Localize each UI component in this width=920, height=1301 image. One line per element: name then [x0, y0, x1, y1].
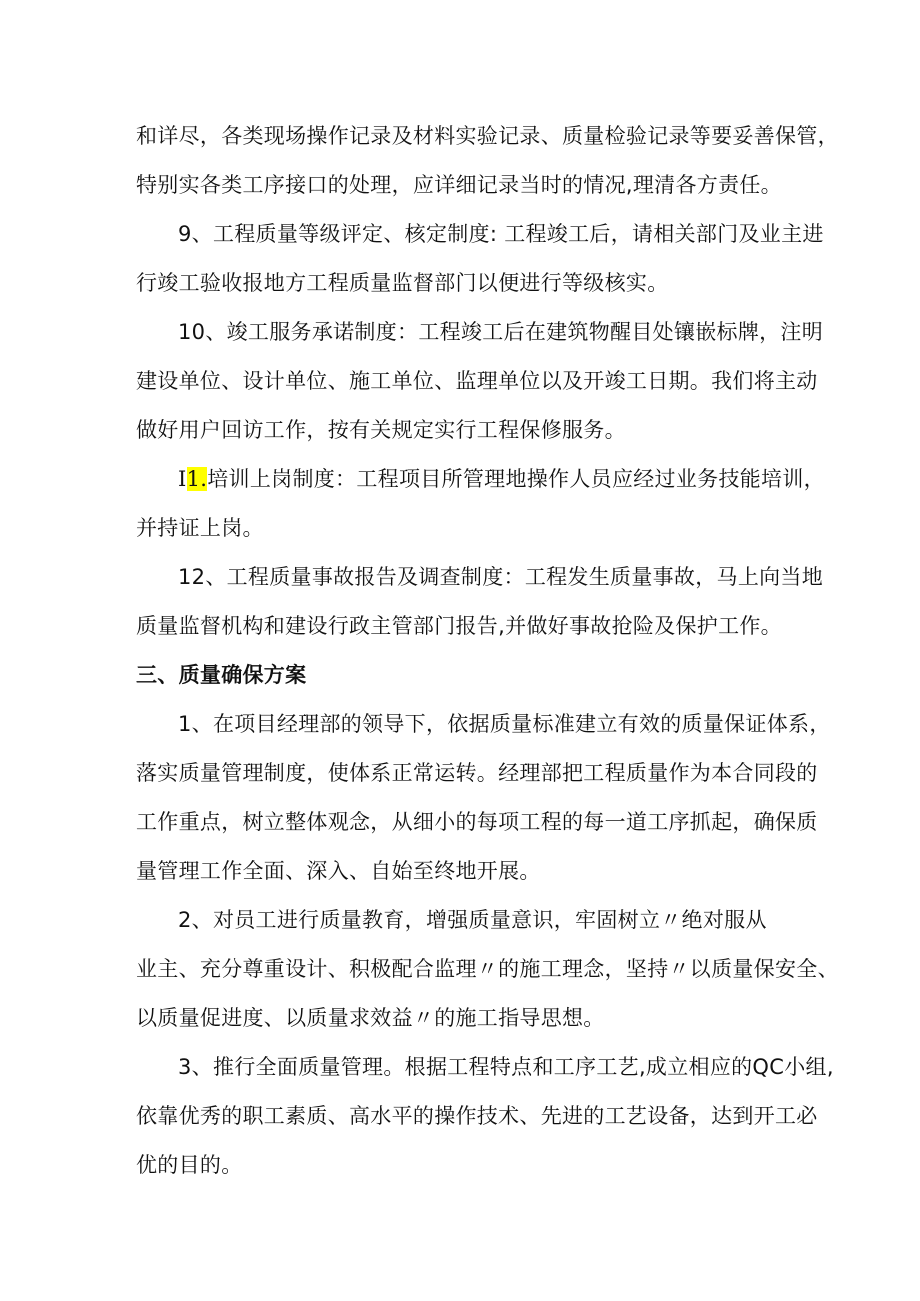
text-line — [136, 455, 825, 504]
text-line: 特别实各类工序接口的处理，应详细记录当时的情况,理清各方责任。 — [136, 173, 782, 197]
document-body — [136, 112, 839, 1190]
text-line: 3、推行全面质量管理。根据工程特点和工序工艺,成立相应的QC小组, — [178, 1055, 834, 1079]
text-line: 10、竣工服务承诺制度：工程竣工后在建筑物醒目处镶嵌标牌，注明 — [178, 320, 824, 344]
text-line: 依靠优秀的职工素质、高水平的操作技术、先进的工艺设备，达到开工必 — [136, 1104, 818, 1128]
text-line: 优的目的。 — [136, 1153, 243, 1177]
text-line: 工作重点，树立整体观念，从细小的每项工程的每一道工序抓起，确保质 — [136, 810, 818, 834]
item-prefix-plain: I — [178, 467, 187, 491]
text-line: 和详尽，各类现场操作记录及材料实验记录、质量检验记录等要妥善保管， — [136, 124, 839, 148]
paragraph-item-10 — [136, 308, 824, 455]
heading-text: 三、质量确保方案 — [136, 663, 307, 687]
text-line: 建设单位、设计单位、施工单位、监理单位以及开竣工日期。我们将主动 — [136, 369, 818, 393]
paragraph-continuation — [136, 112, 839, 210]
item-text: 培训上岗制度：工程项目所管理地操作人员应经过业务技能培训， — [207, 467, 825, 491]
text-line: 行竣工验收报地方工程质量监督部门以便进行等级核实。 — [136, 271, 669, 295]
section-heading — [136, 651, 796, 700]
text-line: 落实质量管理制度，使体系正常运转。经理部把工程质量作为本合同段的 — [136, 761, 818, 785]
text-line: 业主、充分尊重设计、积极配合监理〃的施工理念，坚持〃以质量保安全、 — [136, 957, 839, 981]
text-line: 并持证上岗。 — [136, 516, 264, 540]
paragraph-quality-3 — [136, 1043, 834, 1190]
highlighted-number: 1. — [186, 467, 208, 491]
paragraph-quality-1 — [136, 700, 831, 896]
text-line: 9、工程质量等级评定、核定制度: 工程竣工后，请相关部门及业主进 — [178, 222, 824, 246]
text-line: 做好用户回访工作，按有关规定实行工程保修服务。 — [136, 418, 626, 442]
paragraph-quality-2 — [136, 896, 839, 1043]
text-line: 2、对员工进行质量教育，增强质量意识，牢固树立〃绝对服从 — [178, 908, 767, 932]
paragraph-item-11 — [136, 455, 825, 553]
text-line: 量管理工作全面、深入、自始至终地开展。 — [136, 859, 541, 883]
paragraph-item-9 — [136, 210, 824, 308]
paragraph-item-12 — [136, 553, 824, 651]
text-line: 质量监督机构和建设行政主管部门报告,并做好事故抢险及保护工作。 — [136, 614, 782, 638]
text-line: 以质量促进度、以质量求效益〃的施工指导思想。 — [136, 1006, 605, 1030]
text-line: 12、工程质量事故报告及调查制度：工程发生质量事故，马上向当地 — [178, 565, 824, 589]
text-line: 1、在项目经理部的领导下，依据质量标准建立有效的质量保证体系， — [178, 712, 831, 736]
